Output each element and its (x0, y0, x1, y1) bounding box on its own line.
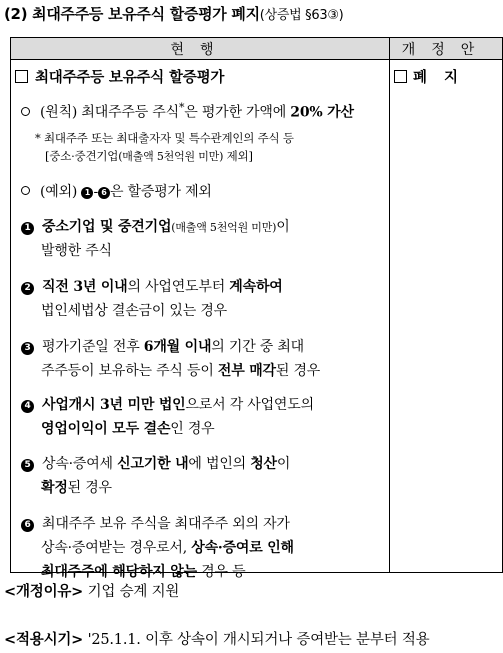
number-2-icon: 2 (21, 282, 34, 295)
proposed-cell (390, 60, 503, 573)
section-title-reference: (상증법 §63③) (259, 8, 344, 23)
header-proposed: 개정안 (390, 38, 503, 60)
number-5-icon: 5 (21, 459, 34, 472)
effective-date (4, 628, 429, 649)
principle-mark: * (178, 101, 185, 114)
item-3-bold: 6개월 이내 (143, 339, 212, 355)
item-4-b: 으로서 각 사업연도의 (185, 397, 314, 413)
item-1-bold: 중소기업 및 중견기업 (42, 219, 172, 235)
circle-bullet-icon (21, 186, 30, 195)
current-heading-text: 최대주주등 보유주식 할증평가 (35, 69, 225, 86)
exception-item-5-line-2 (41, 477, 112, 497)
reason-label: <개정이유> (4, 584, 84, 600)
footnote-text-c: 제외] (223, 149, 253, 163)
circle-bullet-icon (21, 107, 30, 116)
item-1-tail: 이 (276, 219, 290, 235)
comparison-table (10, 37, 503, 580)
exception-item-6-line-3 (41, 561, 245, 581)
footnote-line-1: * 최대주주 또는 최대출자자 및 특수관계인의 주식 등 (35, 131, 294, 145)
exception-dash: - (93, 184, 98, 200)
header-current: 현행 (11, 38, 390, 60)
footnote-text-b: (매출액 5천억원 미만) (118, 150, 224, 163)
footnote-text-a: [중소·중견기업 (45, 149, 119, 163)
exception-item-1 (21, 216, 290, 236)
exception-item-3-line-2 (41, 360, 320, 380)
item-4-bold: 사업개시 3년 미만 법인 (42, 397, 186, 413)
exception-item-2-line-2: 법인세법상 결손금이 있는 경우 (41, 303, 227, 319)
exception-line (21, 181, 212, 201)
item-6-line3-bold: 최대주주에 해당하지 않는 (41, 564, 197, 580)
principle-prefix: (원칙) 최대주주등 주식 (40, 104, 179, 121)
exception-prefix: (예외) (40, 184, 82, 200)
reason-text: 기업 승계 지원 (87, 584, 180, 600)
item-2-bold-2: 계속하여 (229, 279, 283, 295)
section-title-main: (2) 최대주주등 보유주식 할증평가 폐지 (4, 5, 260, 23)
revision-reason (4, 580, 179, 601)
item-5-line2-b: 된 경우 (67, 480, 112, 496)
item-5-line2-bold: 확정 (41, 480, 68, 496)
item-2-bold: 직전 3년 이내 (42, 279, 128, 295)
number-6-icon: 6 (21, 519, 34, 532)
section-title (4, 3, 343, 24)
number-1-icon: 1 (21, 222, 34, 235)
number-6-icon: 6 (98, 187, 110, 199)
principle-line (21, 101, 354, 122)
item-5-bold: 신고기한 내 (117, 456, 189, 472)
item-3-b: 의 기간 중 최대 (211, 339, 304, 355)
exception-item-4 (21, 394, 314, 414)
item-4-line2-b: 인 경우 (170, 421, 215, 437)
exception-item-2 (21, 276, 283, 296)
item-1-small: (매출액 5천억원 미만) (171, 221, 277, 234)
exception-item-6 (21, 513, 290, 533)
item-5-c: 이 (276, 456, 291, 472)
item-6-line1: 최대주주 보유 주식을 최대주주 외의 자가 (42, 516, 290, 532)
exception-item-4-line-2 (41, 418, 215, 438)
item-3-line2-a: 주주등이 보유하는 주식 등이 (41, 363, 218, 379)
square-bullet-icon (15, 70, 28, 83)
proposed-text (394, 66, 464, 87)
footnote-line-2 (45, 148, 253, 164)
number-1-icon: 1 (81, 187, 93, 199)
exception-item-5 (21, 453, 290, 473)
exception-suffix: 은 할증평가 제외 (109, 184, 212, 200)
item-3-line2-bold: 전부 매각 (217, 363, 276, 379)
item-5-bold-2: 청산 (250, 456, 277, 472)
item-2-mid: 의 사업연도부터 (127, 279, 230, 295)
exception-item-6-line-2 (41, 537, 294, 557)
current-heading (15, 66, 224, 87)
item-6-line2-bold: 상속·증여로 인해 (191, 540, 294, 556)
number-4-icon: 4 (21, 400, 34, 413)
item-6-line3-b: 경우 등 (196, 564, 246, 580)
number-3-icon: 3 (21, 342, 34, 355)
item-4-line2-bold: 영업이익이 모두 결손 (41, 421, 171, 437)
item-3-a: 평가기준일 전후 (42, 339, 144, 355)
principle-mid: 은 평가한 가액에 (184, 104, 291, 121)
apply-text: '25.1.1. 이후 상속이 개시되거나 증여받는 분부터 적용 (87, 632, 430, 648)
item-5-b: 에 법인의 (188, 456, 251, 472)
exception-item-1-line-2: 발행한 주식 (41, 243, 112, 259)
item-3-line2-b: 된 경우 (275, 363, 321, 379)
square-bullet-icon (394, 70, 407, 83)
item-5-a: 상속·증여세 (42, 456, 118, 472)
item-6-line2-a: 상속·증여받는 경우로서, (41, 540, 192, 556)
current-law-cell (11, 60, 390, 580)
principle-rate: 20% 가산 (290, 104, 354, 121)
exception-item-3 (21, 336, 304, 356)
apply-label: <적용시기> (4, 632, 84, 648)
abolished-label: 폐 지 (413, 69, 465, 86)
